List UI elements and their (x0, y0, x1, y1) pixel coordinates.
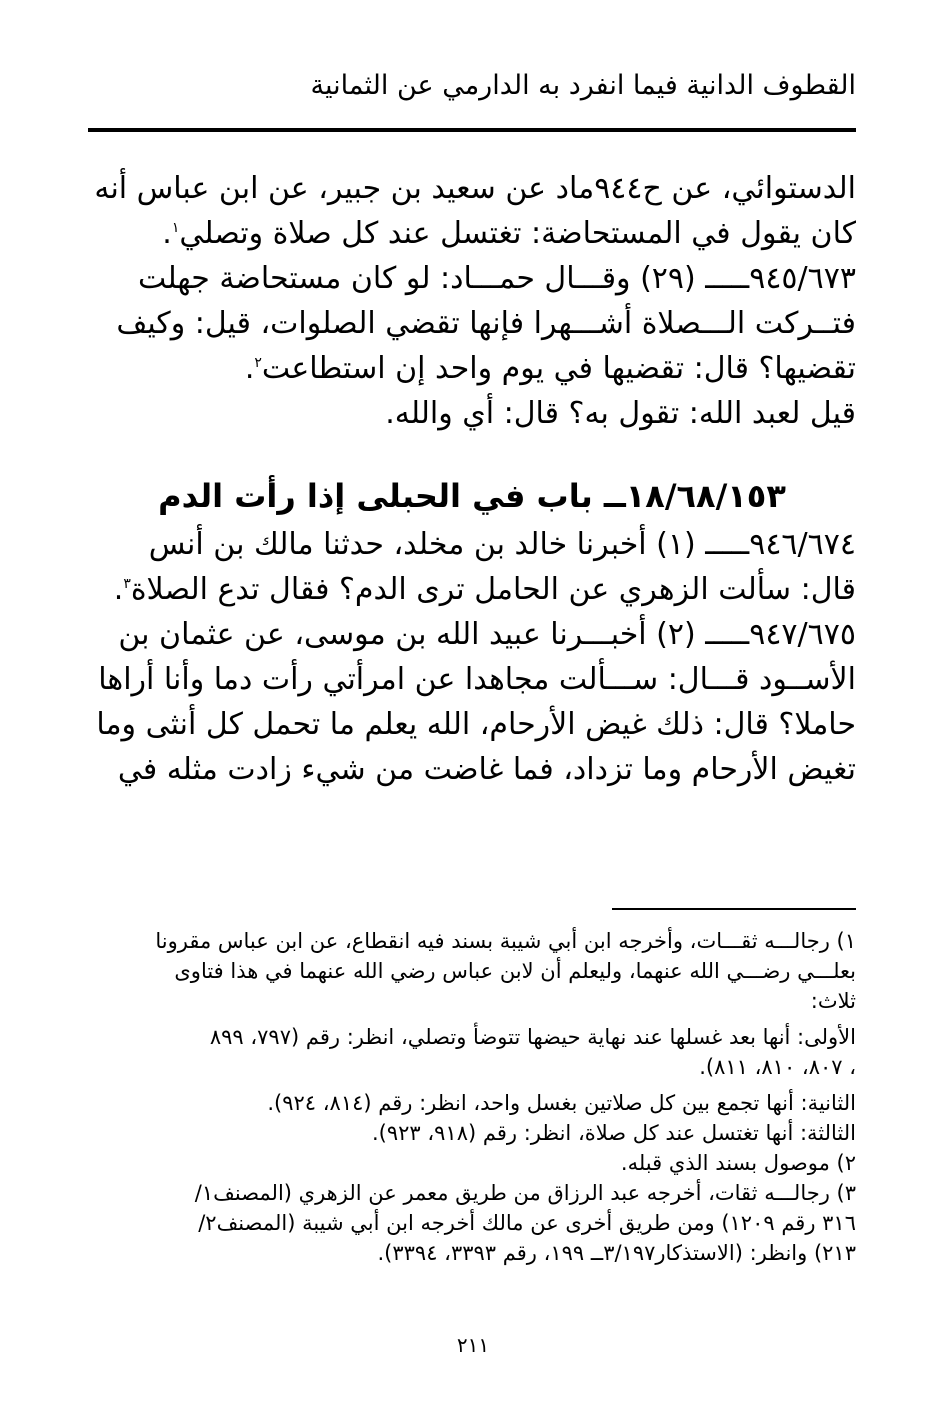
text-segment: قال: سألت الزهري عن الحامل ترى الدم؟ فقال تدع الصلاة (130, 572, 856, 607)
footnote-separator (612, 908, 856, 910)
footnote-1-first: ، ٨٠٧، ٨١٠، ٨١١). (699, 1055, 856, 1079)
page-number: ٢١١ (456, 1333, 490, 1357)
text-line (88, 567, 856, 612)
section-heading: ١٨/٦٨/١٥٣ــ باب في الحبلى إذا رأت الدم (158, 477, 786, 515)
main-text (88, 166, 856, 792)
footnote-1-line: ثلاث: (810, 989, 856, 1013)
text-line: ٩٤٦/٦٧٤ـــــ (١) أخبرنا خالد بن مخلد، حدثنا مالك بن أنس (148, 527, 856, 562)
footnote-3-line: ٣) رجالـــه ثقات، أخرجه عبد الرزاق من طريق معمر عن الزهري (المصنف١/ (194, 1181, 856, 1205)
footnote-2: ٢) موصول بسند الذي قبله. (620, 1151, 856, 1175)
text-line: الدستوائي، عن ح٩٤٤ماد عن سعيد بن جبير، عن ابن عباس أنه (94, 171, 856, 206)
footnote-1-second: الثانية: أنها تجمع بين كل صلاتين بغسل واحد، انظر: رقم (٨١٤، ٩٢٤). (267, 1091, 856, 1115)
text-period: . (113, 572, 124, 607)
text-line: ٩٤٧/٦٧٥ـــــ (٢) أخبـــرنا عبيد الله بن موسى، عن عثمان بن (118, 617, 856, 652)
footnote-1-line: ١) رجالـــه ثقـــات، وأخرجه ابن أبي شيبة بسند فيه انقطاع، عن ابن عباس مقرونا (155, 929, 856, 953)
text-line: تغيض الأرحام وما تزداد، فما غاضت من شيء زادت مثله في (117, 752, 856, 787)
text-line: فتــركت الـــصلاة أشـــهرا فإنها تقضي الصلوات، قيل: وكيف (116, 306, 856, 341)
text-line: الأســود قـــال: ســـألت مجاهدا عن امرأتي رأت دما وأنا أراها (98, 662, 856, 697)
text-line: ٩٤٥/٦٧٣ـــــ (٢٩) وقـــال حمـــاد: لو كان مستحاضة جهلت (138, 261, 856, 296)
running-header: القطوف الدانية فيما انفرد به الدارمي عن الثمانية (310, 70, 856, 101)
text-line (88, 346, 856, 391)
footnote-1-first: الأولى: أنها بعد غسلها عند نهاية حيضها تتوضأ وتصلي، انظر: رقم (٧٩٧، ٨٩٩ (209, 1025, 856, 1049)
header-rule (88, 128, 856, 132)
footnote-3-line: ٢١٣) وانظر: (الاستذكار٣/١٩٧ــ ١٩٩، رقم ٣٣٩٣، ٣٣٩٤). (377, 1241, 856, 1265)
footnotes (88, 926, 856, 1268)
footnote-ref-1[interactable]: ١ (171, 220, 180, 236)
footnote-1-line: بعلـــي رضـــي الله عنهما، وليعلم أن لابن عباس رضي الله عنهما في هذا فتاوى (174, 959, 856, 983)
text-segment: تقضيها؟ قال: تقضيها في يوم واحد إن استطاعت (261, 351, 856, 386)
footnote-3-line: ٣١٦ رقم ١٢٠٩) ومن طريق أخرى عن مالك أخرجه ابن أبي شيبة (المصنف٢/ (198, 1211, 856, 1235)
text-period: . (244, 351, 255, 386)
text-line: حاملا؟ قال: ذلك غيض الأرحام، الله يعلم ما تحمل كل أنثى وما (96, 707, 856, 742)
footnote-ref-3[interactable]: ٣ (123, 576, 131, 592)
text-period: . (162, 216, 172, 251)
text-line (88, 211, 856, 256)
footnote-1-third: الثالثة: أنها تغتسل عند كل صلاة، انظر: رقم (٩١٨، ٩٢٣). (371, 1121, 856, 1145)
text-segment: كان يقول في المستحاضة: تغتسل عند كل صلاة وتصلي (179, 216, 856, 251)
text-line: قيل لعبد الله: تقول به؟ قال: أي والله. (385, 396, 856, 431)
footnote-ref-2[interactable]: ٢ (254, 355, 262, 371)
